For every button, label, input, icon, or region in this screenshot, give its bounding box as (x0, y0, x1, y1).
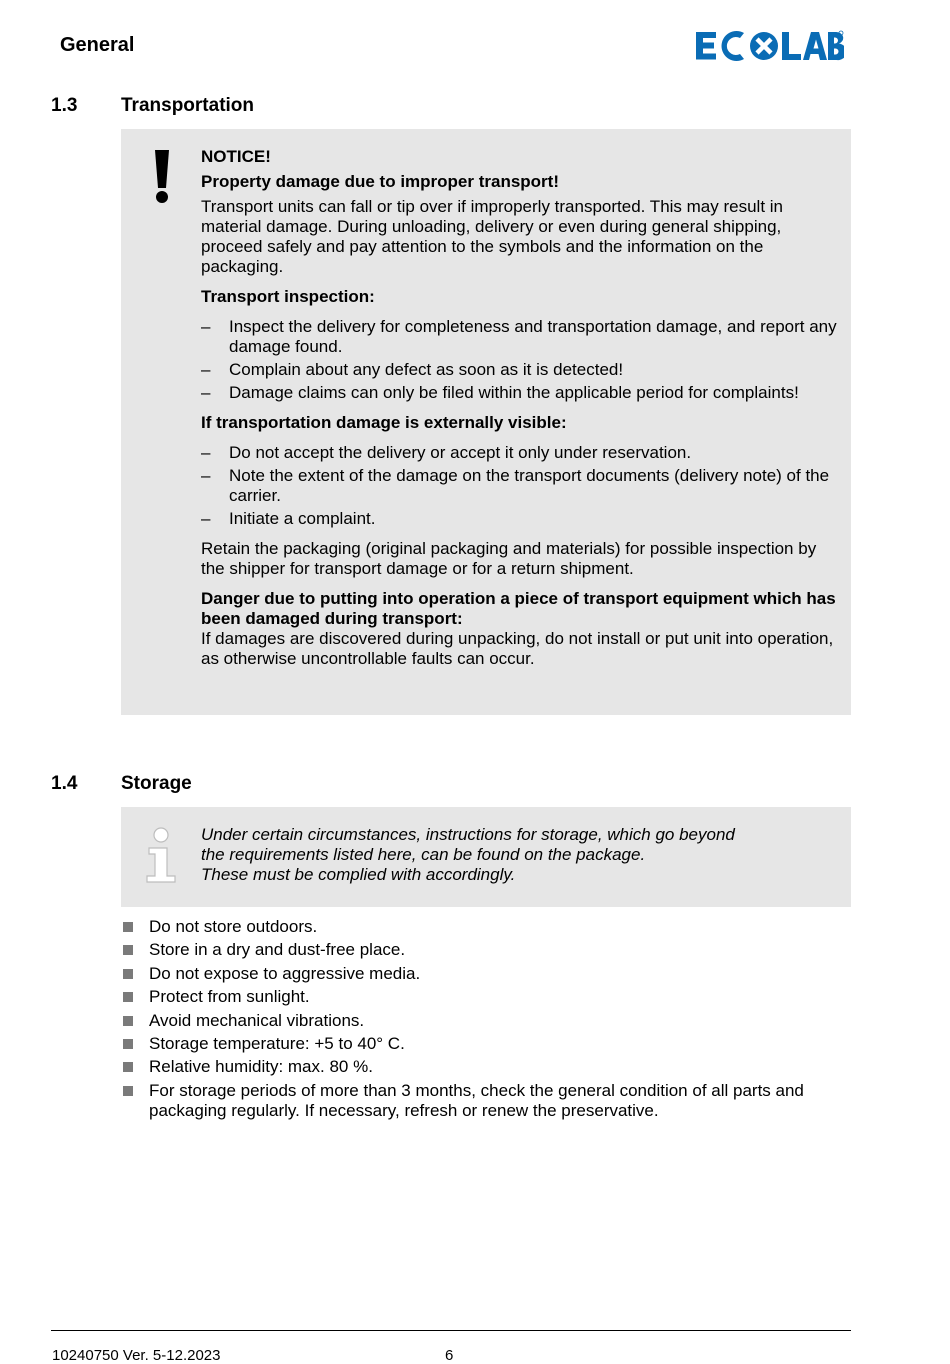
section-title: Transportation (121, 95, 255, 116)
section-number: 1.4 (51, 773, 78, 794)
list-item: – Inspect the delivery for completeness and transportation damage, and report any damage found. (201, 317, 841, 357)
page-number: 6 (445, 1347, 454, 1364)
list-item: Avoid mechanical vibrations. (121, 1011, 841, 1031)
section-title: Storage (121, 773, 192, 794)
visible-damage-heading: If transportation damage is externally visible: (201, 413, 567, 432)
notice-content (201, 147, 841, 669)
info-line: These must be complied with accordingly. (201, 865, 516, 884)
list-item: Do not expose to aggressive media. (121, 964, 841, 984)
inspection-heading: Transport inspection: (201, 287, 375, 306)
info-line: Under certain circumstances, instructions for storage, which go beyond (201, 825, 735, 844)
list-item: Store in a dry and dust-free place. (121, 940, 841, 960)
ecolab-logo (694, 29, 844, 63)
visible-damage-list (201, 443, 841, 529)
notice-intro: Transport units can fall or tip over if improperly transported. This may result in material damage. During unloading, delivery or even during general shipping, proceed safely and pay attention to the symbols and the information on the packaging. (201, 197, 784, 276)
list-item: Do not store outdoors. (121, 917, 841, 937)
list-item: Protect from sunlight. (121, 987, 841, 1007)
danger-heading: Danger due to putting into operation a piece of transport equipment which has been damaged during transport: (201, 589, 836, 628)
notice-label: NOTICE! (201, 147, 271, 166)
exclamation-icon (151, 150, 173, 205)
notice-headline: Property damage due to improper transport! (201, 172, 559, 191)
list-item: – Damage claims can only be filed within the applicable period for complaints! (201, 383, 841, 403)
storage-list (121, 917, 841, 1124)
page-header-title: General (60, 34, 135, 56)
section-number: 1.3 (51, 95, 78, 116)
list-item: – Complain about any defect as soon as it is detected! (201, 360, 841, 380)
list-item: Storage temperature: +5 to 40° C. (121, 1034, 841, 1054)
storage-info-text (201, 825, 821, 885)
footer-divider (51, 1330, 851, 1331)
danger-text: If damages are discovered during unpacking, do not install or put unit into operation, as otherwise uncontrollable faults can occur. (201, 629, 834, 668)
retain-packaging-text: Retain the packaging (original packaging and materials) for possible inspection by the shipper for transport damage or for a return shipment. (201, 539, 817, 578)
info-line: the requirements listed here, can be found on the package. (201, 845, 646, 864)
list-item: – Do not accept the delivery or accept it only under reservation. (201, 443, 841, 463)
list-item: – Note the extent of the damage on the transport documents (delivery note) of the carrier. (201, 466, 841, 506)
info-icon (143, 826, 179, 884)
footer-doc-id: 10240750 Ver. 5-12.2023 (52, 1347, 221, 1364)
list-item: – Initiate a complaint. (201, 509, 841, 529)
list-item: Relative humidity: max. 80 %. (121, 1057, 841, 1077)
list-item: For storage periods of more than 3 months, check the general condition of all parts and packaging regularly. If necessary, refresh or renew the preservative. (121, 1081, 841, 1121)
inspection-list (201, 317, 841, 403)
